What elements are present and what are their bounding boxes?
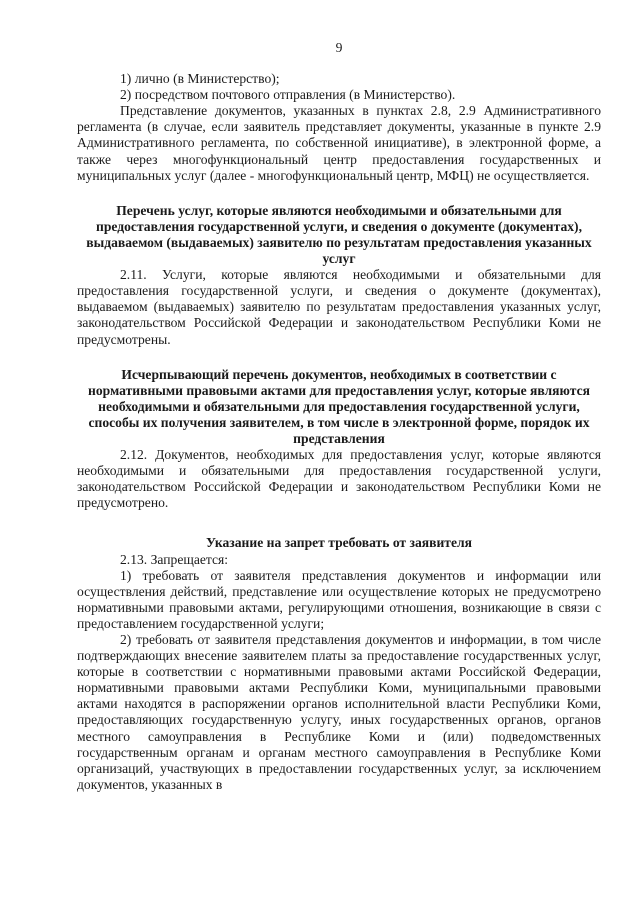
- paragraph-2-11: 2.11. Услуги, которые являются необходимыми и обязательными для предоставления государственной услуги, и сведения о документе (документах), выдаваемом (выдаваемых) заявителю по результатам предоставления указанных услуг, законодательством Российской Федерации и законодательством Республики Коми не предусмотрены.: [77, 267, 601, 347]
- paragraph-2-13: 2.13. Запрещается:: [120, 551, 229, 567]
- paragraph-submission-documents: Представление документов, указанных в пунктах 2.8, 2.9 Административного регламента (в случае, если заявитель представляет документы, указанные в пункте 2.9 Административного регламента, по собственной инициативе), в электронной форме, а также через многофункциональный центр предоставления государственных и муниципальных услуг (далее - многофункциональный центр, МФЦ) не осуществляется.: [77, 103, 601, 183]
- paragraph-by-post: 2) посредством почтового отправления (в Министерство).: [120, 87, 456, 103]
- paragraph-2-12: 2.12. Документов, необходимых для предоставления услуг, которые являются необходимыми и обязательными для предоставления государственной услуги, законодательством Российской Федерации и законодательством Республики Коми не предусмотрено.: [77, 447, 601, 511]
- document-page: [77, 40, 601, 793]
- paragraph-prohibition-1: 1) требовать от заявителя представления документов и информации или осуществления действий, представление или осуществление которых не предусмотрено нормативными правовыми актами, регулирующими отношения, возникающие в связи с предоставлением государственной услуги;: [77, 567, 601, 631]
- heading-prohibition: Указание на запрет требовать от заявителя: [206, 535, 472, 551]
- heading-documents-list: Исчерпывающий перечень документов, необходимых в соответствии с нормативными правовыми актами для предоставления услуг, которые являются необходимыми и обязательными для предоставления государственной услуги, способы их получения заявителем, в том числе в электронной форме, порядок их представления: [88, 366, 590, 446]
- paragraph-prohibition-2: 2) требовать от заявителя представления документов и информации, в том числе подтверждающих внесение заявителем платы за предоставление государственных услуг, которые в соответствии с нормативными правовыми актами Российской Федерации, нормативными правовыми актами Республики Коми, муниципальными правовыми актами находятся в распоряжении органов исполнительной власти Республики Коми, предоставляющих государственную услугу, иных государственных органов, органов местного самоуправления в Республике Коми и (или) подведомственных государственным органам и органам местного самоуправления в Республике Коми организаций, участвующих в предоставлении государственных услуг, за исключением документов, указанных в: [77, 632, 601, 792]
- paragraph-in-person: 1) лично (в Министерство);: [120, 71, 280, 87]
- page-number: 9: [335, 40, 343, 55]
- heading-required-services: Перечень услуг, которые являются необходимыми и обязательными для предоставления государственной услуги, и сведения о документе (документах), выдаваемом (выдаваемых) заявителю по результатам предоставления указанных услуг: [86, 202, 592, 267]
